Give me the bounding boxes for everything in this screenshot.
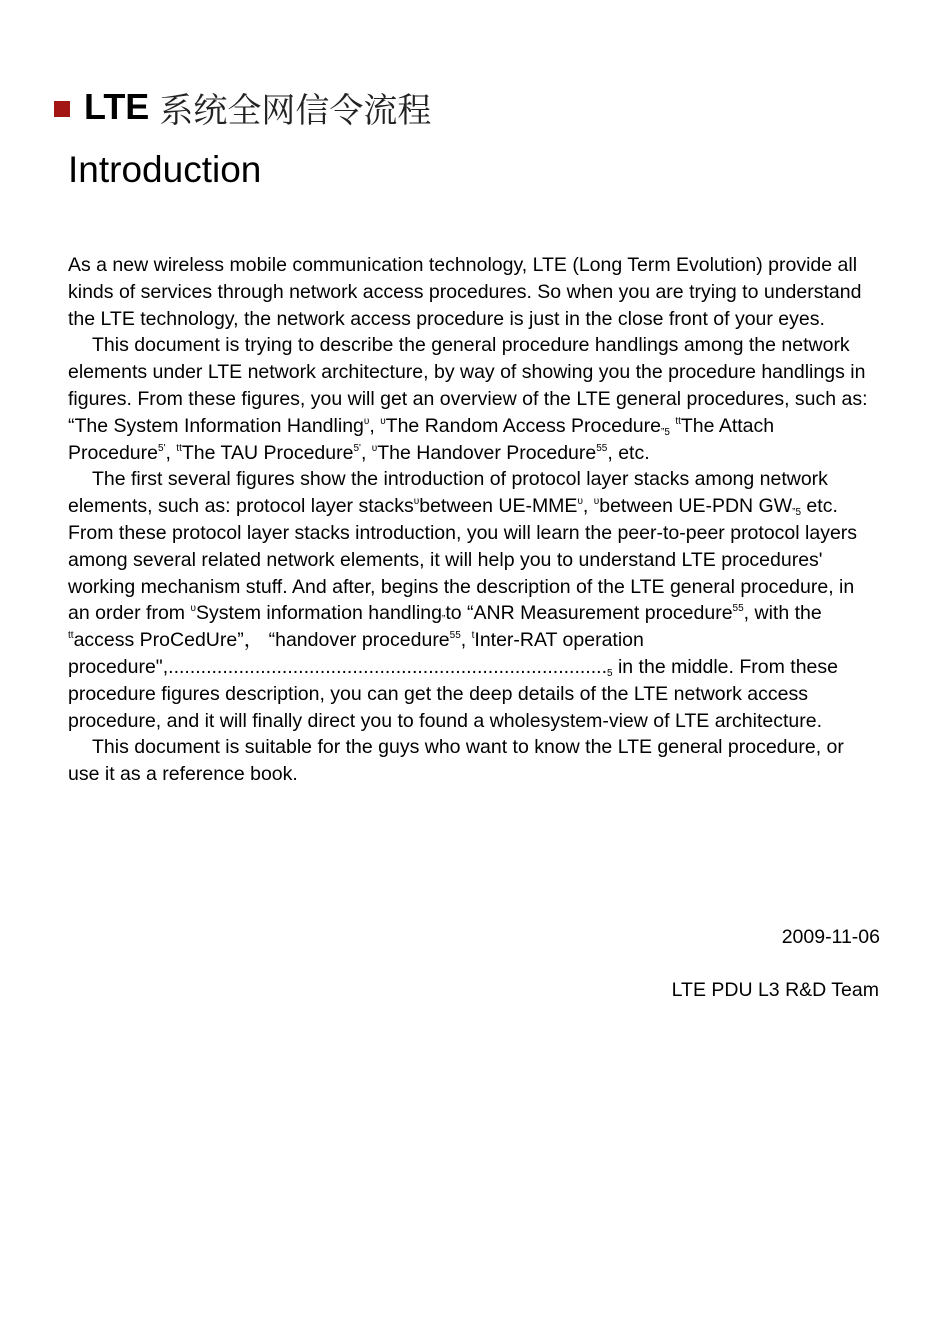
title-cjk: 系统全网信令流程 [159,90,432,131]
paragraph-1: As a new wireless mobile communication technology, LTE (Long Term Evolution) provide all kinds of services through network access procedures. So when you are trying to understand the LTE technology, the network access procedure is just in the close front of your eyes. [68,254,862,330]
paragraph-2: This document is trying to describe the general procedure handlings among the network elements under LTE network architecture, by way of showing you the procedure handlings in figures. From these figures, you will get an overview of the LTE general procedures, such as: “The System Information Handling$^\upsilon$, $^\upsilon$The Random Access Procedure$_{”5}$ $^{tt}$The Attach Procedure$^{5'}$, $^{tt}$The TAU Procedure$^{5'}$, $^\upsilon$The Handover Procedure$^{55}$, etc. [68,334,868,464]
square-bullet-icon [54,101,70,117]
title-latin: LTE [84,86,150,127]
document-title [54,82,431,132]
section-heading: Introduction [68,149,262,190]
paragraph-3: The first several figures show the introduction of protocol layer stacks among network elements, such as: protocol layer stacks$^\upsilon$between $UE-MME^\upsilon$, $^\upsilon$between UE-PDN $GW_{”5}$ etc. From these protocol layer stacks introduction, you will learn the peer-to-peer protocol layers among several related network elements, it will help you to understand LTE procedures' working mechanism stuff. And after, begins the description of the LTE general procedure, in an order from $^\upsilon$System information handling$_”$to “ANR Measurement procedure$^{55}$, with the $^{tt}$access ProCedUre”， “handover procedure$^{55}$, $^t$Inter-RAT operation $procedure",................................................................................._5$ in the middle. From these procedure figures description, you can get the deep details of the LTE network access procedure, and it will finally direct you to found a wholesystem-view of LTE architecture. [68,468,858,732]
body-text [68,252,880,788]
paragraph-4: This document is suitable for the guys who want to know the LTE general procedure, or use it as a reference book. [68,736,844,786]
author-team: LTE PDU L3 R&D Team [671,979,879,1001]
document-date: 2009-11-06 [781,926,880,948]
